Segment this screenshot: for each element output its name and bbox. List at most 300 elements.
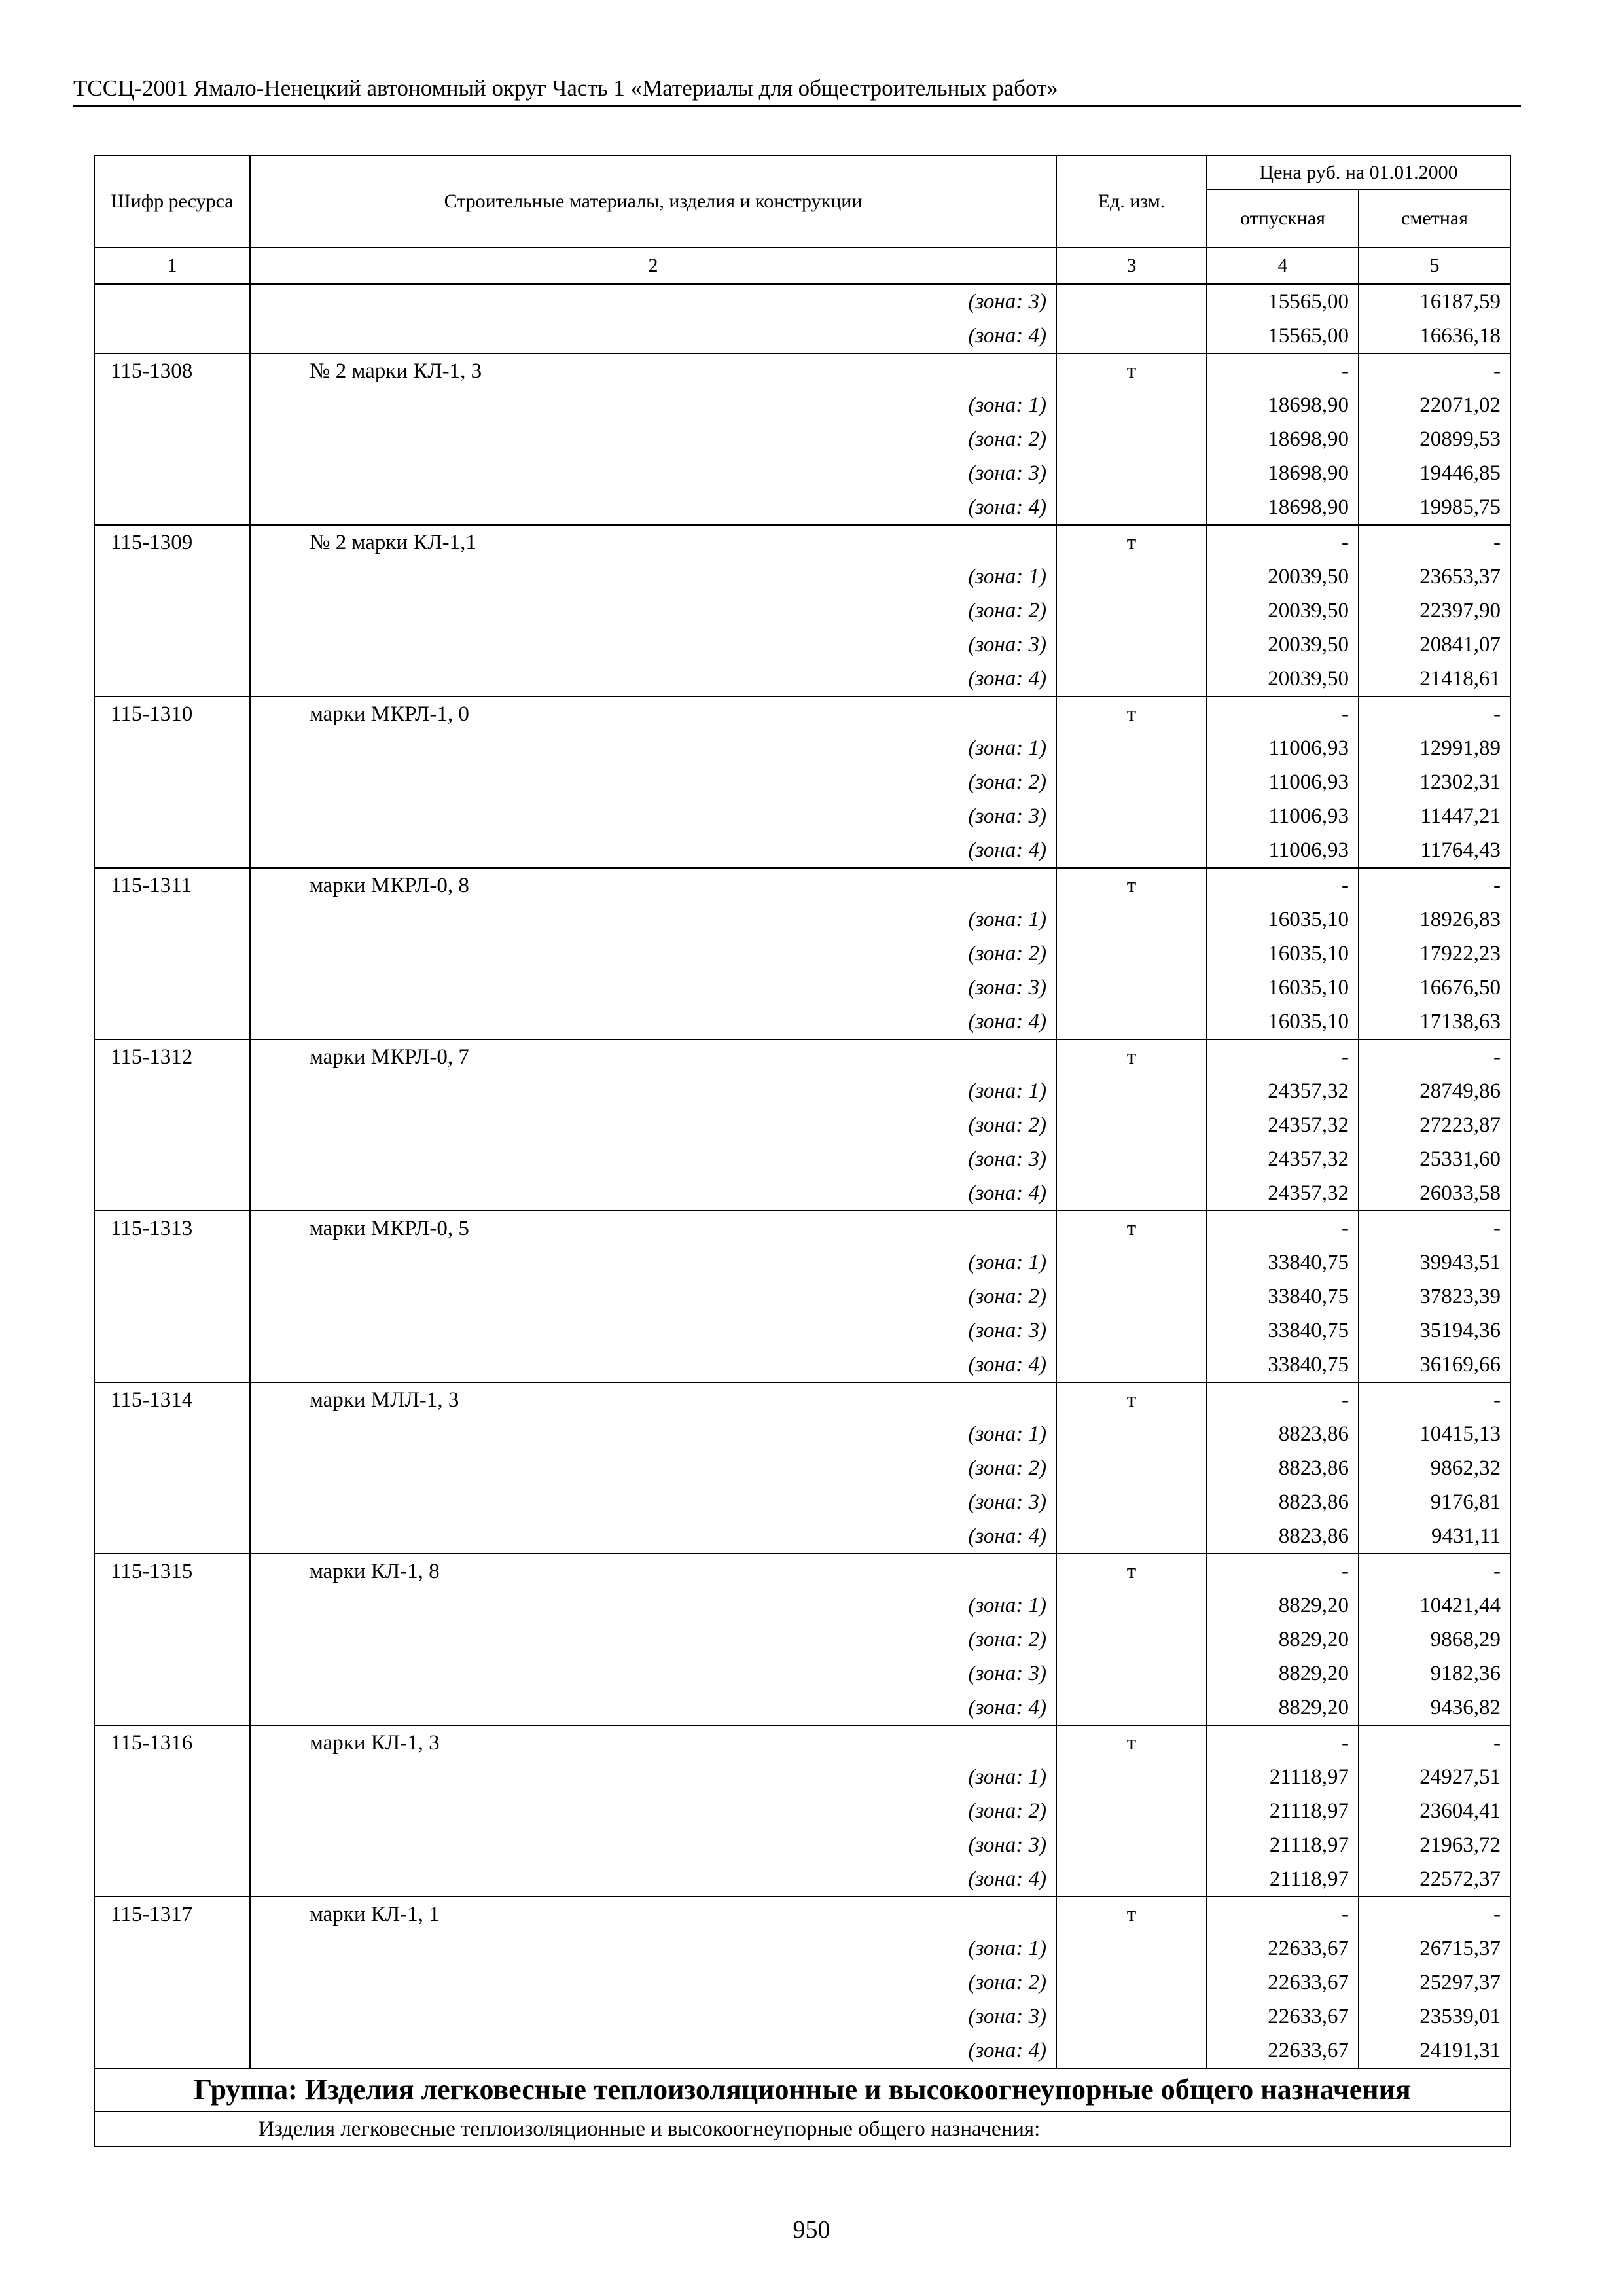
resource-code-cell <box>94 1108 250 1142</box>
release-price: 8823,86 <box>1207 1417 1359 1451</box>
resource-code-cell <box>94 1931 250 1965</box>
zone-label: (зона: 4) <box>250 1691 1056 1725</box>
zone-label: (зона: 2) <box>250 422 1056 456</box>
release-price: 16035,10 <box>1207 937 1359 971</box>
zone-label: (зона: 2) <box>250 1451 1056 1485</box>
table-row <box>94 1211 1510 1246</box>
resource-code-cell <box>94 560 250 594</box>
estimate-price: 17922,23 <box>1359 937 1510 971</box>
resource-code-cell <box>94 456 250 490</box>
unit-cell <box>1056 284 1207 319</box>
resource-code-cell <box>94 1657 250 1691</box>
release-price: 20039,50 <box>1207 560 1359 594</box>
estimate-price: 25297,37 <box>1359 1965 1510 2000</box>
header-estimate-price: сметная <box>1359 190 1510 247</box>
release-price: 33840,75 <box>1207 1280 1359 1314</box>
unit-cell <box>1056 388 1207 422</box>
table-row <box>94 388 1510 422</box>
resource-code-cell <box>94 388 250 422</box>
unit-cell <box>1056 1862 1207 1897</box>
table-row <box>94 731 1510 765</box>
unit: т <box>1056 1897 1207 1931</box>
estimate-price: 9182,36 <box>1359 1657 1510 1691</box>
resource-code-cell <box>94 2000 250 2034</box>
estimate-price: 23604,41 <box>1359 1794 1510 1828</box>
resource-code-cell <box>94 1176 250 1211</box>
unit: т <box>1056 696 1207 731</box>
table-row <box>94 1417 1510 1451</box>
material-name: марки МКРЛ-0, 8 <box>250 868 1056 903</box>
zone-label: (зона: 3) <box>250 456 1056 490</box>
table-body <box>94 284 1510 2068</box>
table-row <box>94 696 1510 731</box>
column-number: 2 <box>250 247 1056 284</box>
release-price: - <box>1207 1382 1359 1417</box>
release-price: 21118,97 <box>1207 1862 1359 1897</box>
zone-label: (зона: 2) <box>250 1965 1056 2000</box>
release-price: 22633,67 <box>1207 1965 1359 2000</box>
unit-cell <box>1056 1348 1207 1382</box>
release-price: 21118,97 <box>1207 1828 1359 1862</box>
release-price: - <box>1207 353 1359 388</box>
table-row <box>94 1862 1510 1897</box>
release-price: 16035,10 <box>1207 1005 1359 1039</box>
unit-cell <box>1056 1142 1207 1176</box>
zone-label: (зона: 4) <box>250 490 1056 525</box>
unit-cell <box>1056 799 1207 833</box>
zone-label: (зона: 4) <box>250 1005 1056 1039</box>
table-row <box>94 1897 1510 1931</box>
resource-code-cell <box>94 1691 250 1725</box>
unit-cell <box>1056 1965 1207 2000</box>
estimate-price: 19446,85 <box>1359 456 1510 490</box>
estimate-price: 11764,43 <box>1359 833 1510 868</box>
zone-label: (зона: 2) <box>250 937 1056 971</box>
estimate-price: 28749,86 <box>1359 1074 1510 1108</box>
table-row <box>94 1314 1510 1348</box>
column-number: 5 <box>1359 247 1510 284</box>
zone-label: (зона: 3) <box>250 1314 1056 1348</box>
table-row <box>94 1348 1510 1382</box>
estimate-price: 21418,61 <box>1359 662 1510 696</box>
release-price: 11006,93 <box>1207 833 1359 868</box>
zone-label: (зона: 4) <box>250 833 1056 868</box>
release-price: 24357,32 <box>1207 1142 1359 1176</box>
unit: т <box>1056 525 1207 560</box>
unit: т <box>1056 1554 1207 1588</box>
unit-cell <box>1056 833 1207 868</box>
estimate-price: 9431,11 <box>1359 1519 1510 1554</box>
header-code: Шифр ресурса <box>94 156 250 247</box>
resource-code-cell <box>94 1862 250 1897</box>
release-price: 11006,93 <box>1207 799 1359 833</box>
resource-code: 115-1309 <box>94 525 250 560</box>
release-price: - <box>1207 1039 1359 1074</box>
resource-code-cell <box>94 971 250 1005</box>
resource-code-cell <box>94 422 250 456</box>
release-price: 24357,32 <box>1207 1176 1359 1211</box>
unit: т <box>1056 1039 1207 1074</box>
release-price: 18698,90 <box>1207 388 1359 422</box>
estimate-price: 24927,51 <box>1359 1760 1510 1794</box>
table-row <box>94 1039 1510 1074</box>
material-name: марки КЛ-1, 1 <box>250 1897 1056 1931</box>
estimate-price: - <box>1359 1039 1510 1074</box>
table-row <box>94 971 1510 1005</box>
table-row <box>94 765 1510 799</box>
table-row <box>94 456 1510 490</box>
table-header <box>94 156 1510 284</box>
zone-label: (зона: 3) <box>250 1485 1056 1519</box>
resource-code-cell <box>94 731 250 765</box>
estimate-price: 10415,13 <box>1359 1417 1510 1451</box>
unit-cell <box>1056 1074 1207 1108</box>
unit-cell <box>1056 903 1207 937</box>
table-row <box>94 1828 1510 1862</box>
estimate-price: 36169,66 <box>1359 1348 1510 1382</box>
release-price: 15565,00 <box>1207 284 1359 319</box>
table-row <box>94 1691 1510 1725</box>
group-subtitle: Изделия легковесные теплоизоляционные и высокоогнеупорные общего назначения: <box>94 2111 1510 2147</box>
resource-code: 115-1316 <box>94 1725 250 1760</box>
resource-code-cell <box>94 937 250 971</box>
unit-cell <box>1056 1760 1207 1794</box>
resource-code-cell <box>94 765 250 799</box>
material-name: марки МКРЛ-0, 5 <box>250 1211 1056 1246</box>
release-price: - <box>1207 1897 1359 1931</box>
resource-code-cell <box>94 1485 250 1519</box>
resource-code-cell <box>94 490 250 525</box>
table-row <box>94 284 1510 319</box>
release-price: 8829,20 <box>1207 1691 1359 1725</box>
release-price: 8823,86 <box>1207 1485 1359 1519</box>
table-row <box>94 937 1510 971</box>
material-name: марки МКРЛ-1, 0 <box>250 696 1056 731</box>
unit-cell <box>1056 422 1207 456</box>
table-row <box>94 2000 1510 2034</box>
estimate-price: 9436,82 <box>1359 1691 1510 1725</box>
table-row <box>94 833 1510 868</box>
unit-cell <box>1056 1314 1207 1348</box>
resource-code-cell <box>94 628 250 662</box>
unit-cell <box>1056 1485 1207 1519</box>
release-price: - <box>1207 696 1359 731</box>
zone-label: (зона: 3) <box>250 2000 1056 2034</box>
header-unit: Ед. изм. <box>1056 156 1207 247</box>
estimate-price: 16676,50 <box>1359 971 1510 1005</box>
unit-cell <box>1056 1657 1207 1691</box>
material-name: марки КЛ-1, 3 <box>250 1725 1056 1760</box>
unit-cell <box>1056 1108 1207 1142</box>
table-row <box>94 1554 1510 1588</box>
unit-cell <box>1056 1828 1207 1862</box>
release-price: - <box>1207 868 1359 903</box>
resource-code-cell <box>94 2034 250 2068</box>
resource-code: 115-1311 <box>94 868 250 903</box>
estimate-price: - <box>1359 868 1510 903</box>
estimate-price: 11447,21 <box>1359 799 1510 833</box>
resource-code-cell <box>94 1142 250 1176</box>
zone-label: (зона: 1) <box>250 1931 1056 1965</box>
table-row <box>94 799 1510 833</box>
table-row <box>94 903 1510 937</box>
release-price: 22633,67 <box>1207 2034 1359 2068</box>
resource-code-cell <box>94 1623 250 1657</box>
estimate-price: 26033,58 <box>1359 1176 1510 1211</box>
release-price: 18698,90 <box>1207 456 1359 490</box>
zone-label: (зона: 4) <box>250 319 1056 353</box>
release-price: 8829,20 <box>1207 1657 1359 1691</box>
column-number: 3 <box>1056 247 1207 284</box>
unit: т <box>1056 353 1207 388</box>
release-price: 16035,10 <box>1207 903 1359 937</box>
estimate-price: 20899,53 <box>1359 422 1510 456</box>
unit-cell <box>1056 1176 1207 1211</box>
estimate-price: 9176,81 <box>1359 1485 1510 1519</box>
estimate-price: - <box>1359 1554 1510 1588</box>
estimate-price: 18926,83 <box>1359 903 1510 937</box>
estimate-price: - <box>1359 353 1510 388</box>
estimate-price: 23653,37 <box>1359 560 1510 594</box>
table-row <box>94 1485 1510 1519</box>
zone-label: (зона: 1) <box>250 1074 1056 1108</box>
zone-label: (зона: 1) <box>250 1417 1056 1451</box>
resource-code-cell <box>94 284 250 319</box>
estimate-price: 9862,32 <box>1359 1451 1510 1485</box>
estimate-price: 27223,87 <box>1359 1108 1510 1142</box>
material-name: № 2 марки КЛ-1,1 <box>250 525 1056 560</box>
zone-label: (зона: 2) <box>250 1794 1056 1828</box>
resource-code-cell <box>94 1828 250 1862</box>
table-row <box>94 1725 1510 1760</box>
table-row <box>94 1451 1510 1485</box>
table-row <box>94 1280 1510 1314</box>
unit-cell <box>1056 2034 1207 2068</box>
zone-label: (зона: 2) <box>250 594 1056 628</box>
table-row <box>94 2034 1510 2068</box>
unit-cell <box>1056 1417 1207 1451</box>
estimate-price: - <box>1359 1725 1510 1760</box>
zone-label: (зона: 1) <box>250 1246 1056 1280</box>
page-number: 950 <box>793 2216 830 2244</box>
release-price: 8823,86 <box>1207 1519 1359 1554</box>
resource-code-cell <box>94 1588 250 1623</box>
unit-cell <box>1056 1451 1207 1485</box>
estimate-price: 17138,63 <box>1359 1005 1510 1039</box>
table-row <box>94 1794 1510 1828</box>
resource-code-cell <box>94 1417 250 1451</box>
unit: т <box>1056 1725 1207 1760</box>
zone-label: (зона: 3) <box>250 799 1056 833</box>
zone-label: (зона: 3) <box>250 628 1056 662</box>
estimate-price: - <box>1359 1382 1510 1417</box>
unit-cell <box>1056 1280 1207 1314</box>
resource-code-cell <box>94 1451 250 1485</box>
estimate-price: 19985,75 <box>1359 490 1510 525</box>
resource-code-cell <box>94 903 250 937</box>
release-price: 22633,67 <box>1207 1931 1359 1965</box>
table-row <box>94 1760 1510 1794</box>
estimate-price: 24191,31 <box>1359 2034 1510 2068</box>
unit-cell <box>1056 319 1207 353</box>
price-table <box>94 155 1511 2147</box>
table-row <box>94 594 1510 628</box>
resource-code: 115-1310 <box>94 696 250 731</box>
table-row <box>94 560 1510 594</box>
zone-label: (зона: 1) <box>250 388 1056 422</box>
release-price: 20039,50 <box>1207 662 1359 696</box>
material-name: марки МКРЛ-0, 7 <box>250 1039 1056 1074</box>
release-price: 20039,50 <box>1207 594 1359 628</box>
table-row <box>94 1657 1510 1691</box>
resource-code-cell <box>94 1005 250 1039</box>
estimate-price: 25331,60 <box>1359 1142 1510 1176</box>
zone-label: (зона: 3) <box>250 971 1056 1005</box>
release-price: 24357,32 <box>1207 1108 1359 1142</box>
table-row <box>94 353 1510 388</box>
unit-cell <box>1056 1623 1207 1657</box>
zone-label: (зона: 3) <box>250 1657 1056 1691</box>
estimate-price: 10421,44 <box>1359 1588 1510 1623</box>
column-number: 4 <box>1207 247 1359 284</box>
release-price: 33840,75 <box>1207 1348 1359 1382</box>
estimate-price: - <box>1359 696 1510 731</box>
resource-code-cell <box>94 1965 250 2000</box>
header-price-group: Цена руб. на 01.01.2000 <box>1207 156 1510 190</box>
table-row <box>94 628 1510 662</box>
unit-cell <box>1056 1519 1207 1554</box>
release-price: - <box>1207 525 1359 560</box>
unit-cell <box>1056 594 1207 628</box>
table-row <box>94 1142 1510 1176</box>
unit-cell <box>1056 628 1207 662</box>
zone-label: (зона: 2) <box>250 1280 1056 1314</box>
resource-code-cell <box>94 1348 250 1382</box>
estimate-price: 16187,59 <box>1359 284 1510 319</box>
estimate-price: 39943,51 <box>1359 1246 1510 1280</box>
table-row <box>94 525 1510 560</box>
release-price: 22633,67 <box>1207 2000 1359 2034</box>
zone-label: (зона: 1) <box>250 903 1056 937</box>
unit-cell <box>1056 731 1207 765</box>
release-price: 8829,20 <box>1207 1588 1359 1623</box>
estimate-price: 21963,72 <box>1359 1828 1510 1862</box>
zone-label: (зона: 4) <box>250 1862 1056 1897</box>
table-row <box>94 1623 1510 1657</box>
estimate-price: 12302,31 <box>1359 765 1510 799</box>
table-row <box>94 1005 1510 1039</box>
unit-cell <box>1056 1691 1207 1725</box>
material-name: марки МЛЛ-1, 3 <box>250 1382 1056 1417</box>
estimate-price: 22397,90 <box>1359 594 1510 628</box>
table-row <box>94 490 1510 525</box>
release-price: 11006,93 <box>1207 765 1359 799</box>
table-row <box>94 1588 1510 1623</box>
estimate-price: 26715,37 <box>1359 1931 1510 1965</box>
unit: т <box>1056 868 1207 903</box>
estimate-price: 22071,02 <box>1359 388 1510 422</box>
table-row <box>94 1108 1510 1142</box>
estimate-price: 37823,39 <box>1359 1280 1510 1314</box>
unit-cell <box>1056 490 1207 525</box>
estimate-price: 16636,18 <box>1359 319 1510 353</box>
resource-code-cell <box>94 833 250 868</box>
material-name: № 2 марки КЛ-1, 3 <box>250 353 1056 388</box>
release-price: 33840,75 <box>1207 1314 1359 1348</box>
unit-cell <box>1056 1005 1207 1039</box>
zone-label: (зона: 1) <box>250 731 1056 765</box>
release-price: 18698,90 <box>1207 490 1359 525</box>
estimate-price: 35194,36 <box>1359 1314 1510 1348</box>
resource-code-cell <box>94 799 250 833</box>
zone-label: (зона: 4) <box>250 1176 1056 1211</box>
document-header: ТССЦ-2001 Ямало-Ненецкий автономный округ Часть 1 «Материалы для общестроительных работ» <box>73 75 1058 101</box>
resource-code-cell <box>94 1794 250 1828</box>
zone-label: (зона: 2) <box>250 1623 1056 1657</box>
release-price: 16035,10 <box>1207 971 1359 1005</box>
estimate-price: 20841,07 <box>1359 628 1510 662</box>
estimate-price: 22572,37 <box>1359 1862 1510 1897</box>
release-price: 24357,32 <box>1207 1074 1359 1108</box>
zone-label: (зона: 4) <box>250 1519 1056 1554</box>
table-row <box>94 1519 1510 1554</box>
zone-label: (зона: 1) <box>250 560 1056 594</box>
estimate-price: - <box>1359 1897 1510 1931</box>
unit-cell <box>1056 560 1207 594</box>
table-row <box>94 868 1510 903</box>
release-price: 21118,97 <box>1207 1794 1359 1828</box>
resource-code: 115-1312 <box>94 1039 250 1074</box>
material-name: марки КЛ-1, 8 <box>250 1554 1056 1588</box>
unit-cell <box>1056 2000 1207 2034</box>
release-price: - <box>1207 1554 1359 1588</box>
group-title: Группа: Изделия легковесные теплоизоляционные и высокоогнеупорные общего назначения <box>94 2068 1510 2111</box>
release-price: 8829,20 <box>1207 1623 1359 1657</box>
resource-code: 115-1308 <box>94 353 250 388</box>
header-release-price: отпускная <box>1207 190 1359 247</box>
header-name: Строительные материалы, изделия и конструкции <box>250 156 1056 247</box>
resource-code-cell <box>94 1074 250 1108</box>
table-row <box>94 1965 1510 2000</box>
unit-cell <box>1056 456 1207 490</box>
release-price: 15565,00 <box>1207 319 1359 353</box>
unit-cell <box>1056 937 1207 971</box>
column-number: 1 <box>94 247 250 284</box>
zone-label: (зона: 3) <box>250 1142 1056 1176</box>
resource-code: 115-1315 <box>94 1554 250 1588</box>
table-row <box>94 422 1510 456</box>
resource-code-cell <box>94 594 250 628</box>
unit-cell <box>1056 662 1207 696</box>
resource-code: 115-1317 <box>94 1897 250 1931</box>
resource-code-cell <box>94 1246 250 1280</box>
resource-code-cell <box>94 662 250 696</box>
estimate-price: - <box>1359 1211 1510 1246</box>
release-price: 33840,75 <box>1207 1246 1359 1280</box>
header-divider <box>73 105 1521 107</box>
resource-code-cell <box>94 1519 250 1554</box>
table-row <box>94 1931 1510 1965</box>
resource-code-cell <box>94 1280 250 1314</box>
resource-code-cell <box>94 319 250 353</box>
table-row <box>94 319 1510 353</box>
unit-cell <box>1056 765 1207 799</box>
release-price: 11006,93 <box>1207 731 1359 765</box>
unit-cell <box>1056 971 1207 1005</box>
resource-code: 115-1313 <box>94 1211 250 1246</box>
zone-label: (зона: 2) <box>250 765 1056 799</box>
zone-label: (зона: 4) <box>250 662 1056 696</box>
